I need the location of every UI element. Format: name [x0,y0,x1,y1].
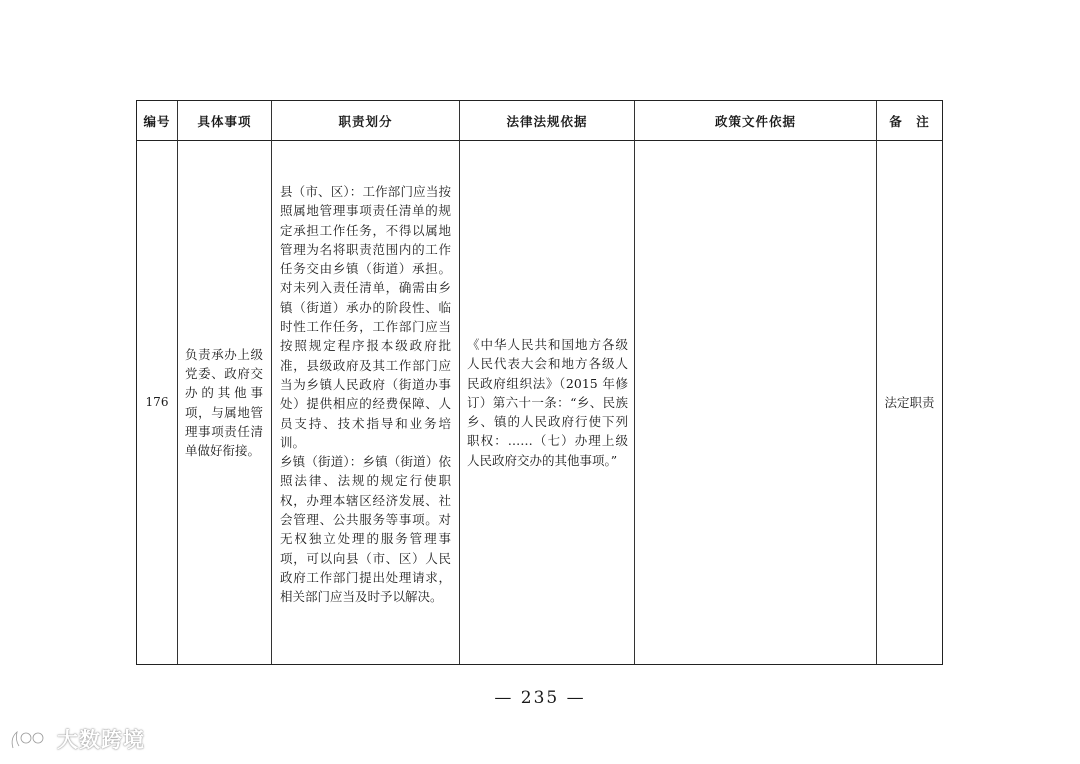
header-policy: 政策文件依据 [635,101,877,141]
header-number: 编号 [137,101,178,141]
header-note: 备 注 [877,101,942,141]
header-law: 法律法规依据 [460,101,635,141]
row-duty-text: 县（市、区）：工作部门应当按照属地管理事项责任清单的规定承担工作任务，不得以属地管理为名将职责范围内的工作任务交由乡镇（街道）承担。对未列入责任清单，确需由乡镇（街道）承办的阶段性、临时性工作任务，工作部门应当按照规定程序报本级政府批准，县级政府及其工作部门应当为乡镇人民政府（街道办事处）提供相应的经费保障、人员支持、技术指导和业务培训。 乡镇（街道）：乡镇（街道）依照法律、法规的规定行使职权，办理本辖区经济发展、社会管理、公共服务等事项。对无权独立处理的服务管理事项，可以向县（市、区）人民政府工作部门提出处理请求，相关部门应当及时予以解决。 [280,184,451,605]
header-matter: 具体事项 [178,101,272,141]
header-duty: 职责划分 [272,101,460,141]
row-matter [178,141,272,664]
row-law [460,141,635,664]
row-duty [272,141,460,664]
page-number: — 235 — [494,688,586,708]
bubble-logo-icon [9,726,51,752]
row-note-text: 法定职责 [884,394,935,410]
row-number [137,141,178,664]
row-matter-text: 负责承办上级党委、政府交办的其他事项，与属地管理事项责任清单做好衔接。 [185,346,263,459]
row-note [877,141,942,664]
watermark-text: 大数跨境 [57,728,145,752]
row-number-text: 176 [145,394,169,409]
responsibility-table [136,100,943,665]
row-policy [635,141,877,664]
row-law-text: 《中华人民共和国地方各级人民代表大会和地方各级人民政府组织法》（2015 年修订）第六十一条：“乡、民族乡、镇的人民政府行使下列职权：……（七）办理上级人民政府交办的其他事项。” [467,336,628,468]
watermark [9,724,145,754]
